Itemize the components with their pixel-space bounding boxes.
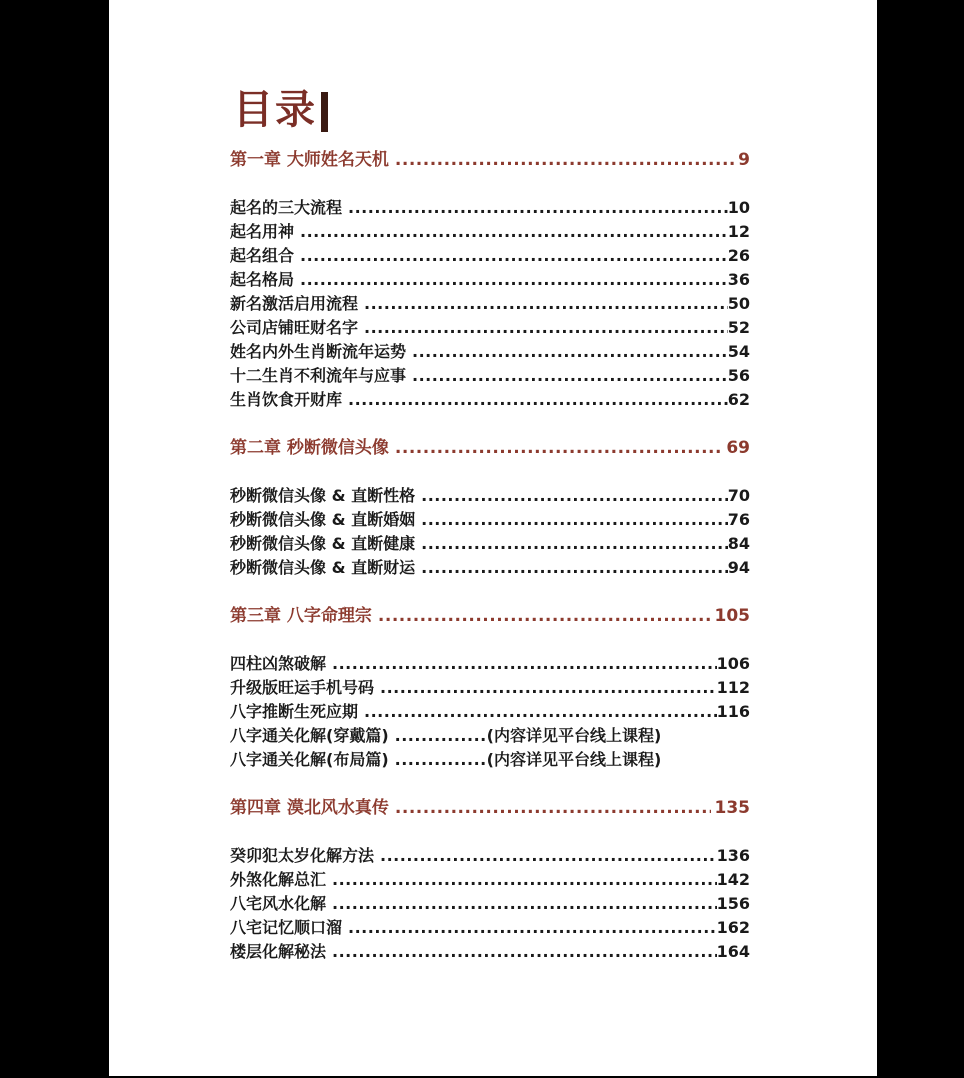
entry-label: 起名的三大流程 [230,198,343,217]
dot-leader [364,292,728,316]
toc-entry[interactable] [230,892,750,916]
entry-page-number: 106 [716,654,750,673]
entry-label: 癸卯犯太岁化解方法 [230,846,375,865]
entry-label: 八字通关化解(布局篇) [230,750,389,769]
entry-page-note: (内容详见平台线上课程) [486,750,662,769]
dot-leader [348,916,717,940]
toc-entry[interactable] [230,508,750,532]
dot-leader [332,892,717,916]
chapter-label: 第三章 八字命理宗 [230,606,372,626]
entry-label: 八字通关化解(穿戴篇) [230,726,389,745]
dot-leader [332,868,717,892]
toc-entry[interactable] [230,556,750,580]
toc-entry[interactable] [230,364,750,388]
entry-label: 十二生肖不利流年与应事 [230,366,407,385]
chapter-label: 第四章 漠北风水真传 [230,798,389,818]
entry-page-number: 94 [727,558,750,577]
chapter-page-number: 9 [738,150,750,170]
entry-label: 楼层化解秘法 [230,942,327,961]
dot-leader [412,364,728,388]
entry-page-number: 162 [716,918,750,937]
entry-page-number: 70 [727,486,750,505]
dot-leader [421,508,728,532]
dot-leader [395,148,734,172]
dot-leader [348,196,728,220]
dot-leader [395,748,487,772]
toc-entry[interactable] [230,268,750,292]
entry-label: 生肖饮食开财库 [230,390,343,409]
entry-label: 八宅记忆顺口溜 [230,918,343,937]
entry-page-number: 156 [716,894,750,913]
toc-entry[interactable] [230,652,750,676]
entry-page-number: 36 [727,270,750,289]
toc-entry[interactable] [230,292,750,316]
toc-entry[interactable] [230,196,750,220]
toc-chapter-2[interactable] [230,436,750,460]
entry-page-number: 112 [716,678,750,697]
entry-page-number: 136 [716,846,750,865]
dot-leader [395,436,722,460]
toc-entry[interactable] [230,700,750,724]
toc-entry[interactable] [230,340,750,364]
chapter-page-number: 135 [714,798,750,818]
dot-leader [395,796,711,820]
entry-page-number: 142 [716,870,750,889]
toc-entry[interactable] [230,484,750,508]
entry-page-number: 116 [716,702,750,721]
toc-title-text: 目录 [233,87,317,133]
toc-entry[interactable] [230,388,750,412]
entry-page-number: 56 [727,366,750,385]
toc-entry[interactable] [230,724,750,748]
entry-label: 秒断微信头像 & 直断财运 [230,558,416,577]
toc-entry[interactable] [230,748,750,772]
entry-label: 起名用神 [230,222,295,241]
dot-leader [300,268,728,292]
toc-entry[interactable] [230,532,750,556]
toc-chapter-3[interactable] [230,604,750,628]
dot-leader [332,652,717,676]
dot-leader [380,676,717,700]
dot-leader [421,556,728,580]
entry-label: 姓名内外生肖断流年运势 [230,342,407,361]
entry-label: 四柱凶煞破解 [230,654,327,673]
dot-leader [364,316,728,340]
toc-entry[interactable] [230,244,750,268]
entry-label: 秒断微信头像 & 直断健康 [230,534,416,553]
entry-label: 公司店铺旺财名字 [230,318,359,337]
dot-leader [378,604,711,628]
dot-leader [300,244,728,268]
dot-leader [395,724,487,748]
entry-page-number: 84 [727,534,750,553]
entry-page-number: 164 [716,942,750,961]
toc-entry[interactable] [230,940,750,964]
entry-page-number: 10 [727,198,750,217]
dot-leader [421,532,728,556]
toc-entry[interactable] [230,868,750,892]
entry-label: 起名组合 [230,246,295,265]
entry-label: 八字推断生死应期 [230,702,359,721]
dot-leader [300,220,728,244]
entry-page-number: 76 [727,510,750,529]
entry-label: 秒断微信头像 & 直断性格 [230,486,416,505]
entry-label: 八宅风水化解 [230,894,327,913]
entry-label: 新名激活启用流程 [230,294,359,313]
toc-chapter-4[interactable] [230,796,750,820]
entry-page-number: 12 [727,222,750,241]
entry-label: 起名格局 [230,270,295,289]
entry-label: 升级版旺运手机号码 [230,678,375,697]
chapter-label: 第一章 大师姓名天机 [230,150,389,170]
dot-leader [380,844,717,868]
toc-chapter-1[interactable] [230,148,750,172]
toc-entry[interactable] [230,676,750,700]
entry-page-number: 54 [727,342,750,361]
document-page [109,0,877,1076]
entry-page-number: 62 [727,390,750,409]
entry-page-number: 50 [727,294,750,313]
chapter-page-number: 105 [714,606,750,626]
chapter-page-number: 69 [726,438,750,458]
dot-leader [332,940,717,964]
toc-entry[interactable] [230,916,750,940]
dot-leader [412,340,728,364]
entry-label: 外煞化解总汇 [230,870,327,889]
dot-leader [348,388,728,412]
dot-leader [421,484,728,508]
entry-label: 秒断微信头像 & 直断婚姻 [230,510,416,529]
chapter-label: 第二章 秒断微信头像 [230,438,389,458]
entry-page-number: 52 [727,318,750,337]
toc-entry[interactable] [230,844,750,868]
toc-entry[interactable] [230,316,750,340]
table-of-contents [230,148,750,964]
entry-page-number: 26 [727,246,750,265]
title-accent-bar [321,92,328,132]
dot-leader [364,700,717,724]
entry-page-note: (内容详见平台线上课程) [486,726,662,745]
toc-title [233,84,328,136]
toc-entry[interactable] [230,220,750,244]
